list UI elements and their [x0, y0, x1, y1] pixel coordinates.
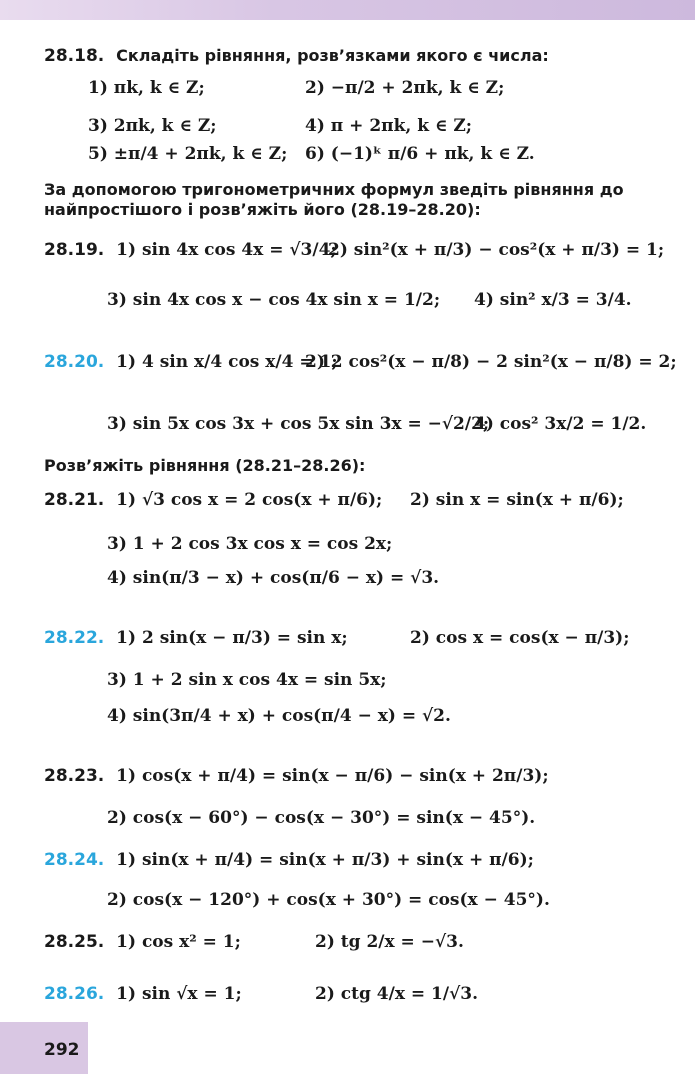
equation: 1) cos(x + π/4) = sin(x − π/6) − sin(x + 2π/3);	[116, 766, 549, 786]
equation: 2) cos(x − 60°) − cos(x − 30°) = sin(x − 45°).	[107, 808, 536, 828]
problem-28-21-row1	[44, 490, 382, 510]
equation: 4) sin(π/3 − x) + cos(π/6 − x) = √3.	[107, 568, 440, 588]
problem-28-19-row1	[44, 240, 337, 260]
problem-number: 28.26.	[44, 984, 105, 1004]
equation: 3) sin 5x cos 3x + cos 5x sin 3x = −√2/2;	[107, 414, 490, 434]
problem-28-24-row1	[44, 850, 534, 870]
equation: 2) ctg 4/x = 1/√3.	[315, 984, 479, 1004]
equation: 2) sin x = sin(x + π/6);	[410, 490, 624, 510]
equation: 3) sin 4x cos x − cos 4x sin x = 1/2;	[107, 290, 441, 310]
problem-28-18-header	[44, 46, 549, 66]
equation: 1) sin 4x cos 4x = √3/4;	[116, 240, 337, 260]
problem-28-25-row1	[44, 932, 241, 952]
problem-28-26-row1	[44, 984, 242, 1004]
problem-28-20-row1	[44, 352, 338, 372]
equation: 2) tg 2/x = −√3.	[315, 932, 464, 952]
equation: 1) 4 sin x/4 cos x/4 = 1;	[116, 352, 338, 372]
top-decorative-band	[0, 0, 695, 20]
problem-number: 28.22.	[44, 628, 105, 648]
problem-28-22-row1	[44, 628, 348, 648]
equation: 1) cos x² = 1;	[116, 932, 241, 952]
equation: 1) sin(x + π/4) = sin(x + π/3) + sin(x + π/6);	[116, 850, 534, 870]
equation: 2) cos x = cos(x − π/3);	[410, 628, 630, 648]
problem-number: 28.24.	[44, 850, 105, 870]
equation: 4) cos² 3x/2 = 1/2.	[474, 414, 647, 434]
problem-number: 28.18.	[44, 46, 105, 66]
equation: 4) sin(3π/4 + x) + cos(π/4 − x) = √2.	[107, 706, 451, 726]
problem-number: 28.23.	[44, 766, 105, 786]
equation: 2) sin²(x + π/3) − cos²(x + π/3) = 1;	[328, 240, 665, 260]
equation: 3) 1 + 2 sin x cos 4x = sin 5x;	[107, 670, 387, 690]
answer-item: 1) πk, k ∈ Z;	[88, 78, 205, 98]
instruction-text: Розв’яжіть рівняння (28.21–28.26):	[44, 456, 366, 475]
answer-item: 6) (−1)ᵏ π/6 + πk, k ∈ Z.	[305, 144, 535, 164]
problem-number: 28.19.	[44, 240, 105, 260]
equation: 1) sin √x = 1;	[116, 984, 242, 1004]
answer-item: 3) 2πk, k ∈ Z;	[88, 116, 217, 136]
problem-number: 28.21.	[44, 490, 105, 510]
equation: 1) 2 sin(x − π/3) = sin x;	[116, 628, 348, 648]
instruction-text: найпростішого і розв’яжіть його (28.19–28.20):	[44, 200, 481, 219]
problem-number: 28.25.	[44, 932, 105, 952]
page-number: 292	[44, 1040, 80, 1060]
problem-28-23-row1	[44, 766, 549, 786]
equation: 4) sin² x/3 = 3/4.	[474, 290, 632, 310]
equation: 3) 1 + 2 cos 3x cos x = cos 2x;	[107, 534, 393, 554]
equation: 1) √3 cos x = 2 cos(x + π/6);	[116, 490, 383, 510]
answer-item: 2) −π/2 + 2πk, k ∈ Z;	[305, 78, 505, 98]
answer-item: 5) ±π/4 + 2πk, k ∈ Z;	[88, 144, 288, 164]
problem-number: 28.20.	[44, 352, 105, 372]
equation: 2) 2 cos²(x − π/8) − 2 sin²(x − π/8) = 2;	[305, 352, 677, 372]
instruction-text: За допомогою тригонометричних формул зведіть рівняння до	[44, 180, 624, 199]
answer-item: 4) π + 2πk, k ∈ Z;	[305, 116, 473, 136]
problem-prompt: Складіть рівняння, розв’язками якого є числа:	[116, 46, 549, 65]
equation: 2) cos(x − 120°) + cos(x + 30°) = cos(x − 45°).	[107, 890, 550, 910]
